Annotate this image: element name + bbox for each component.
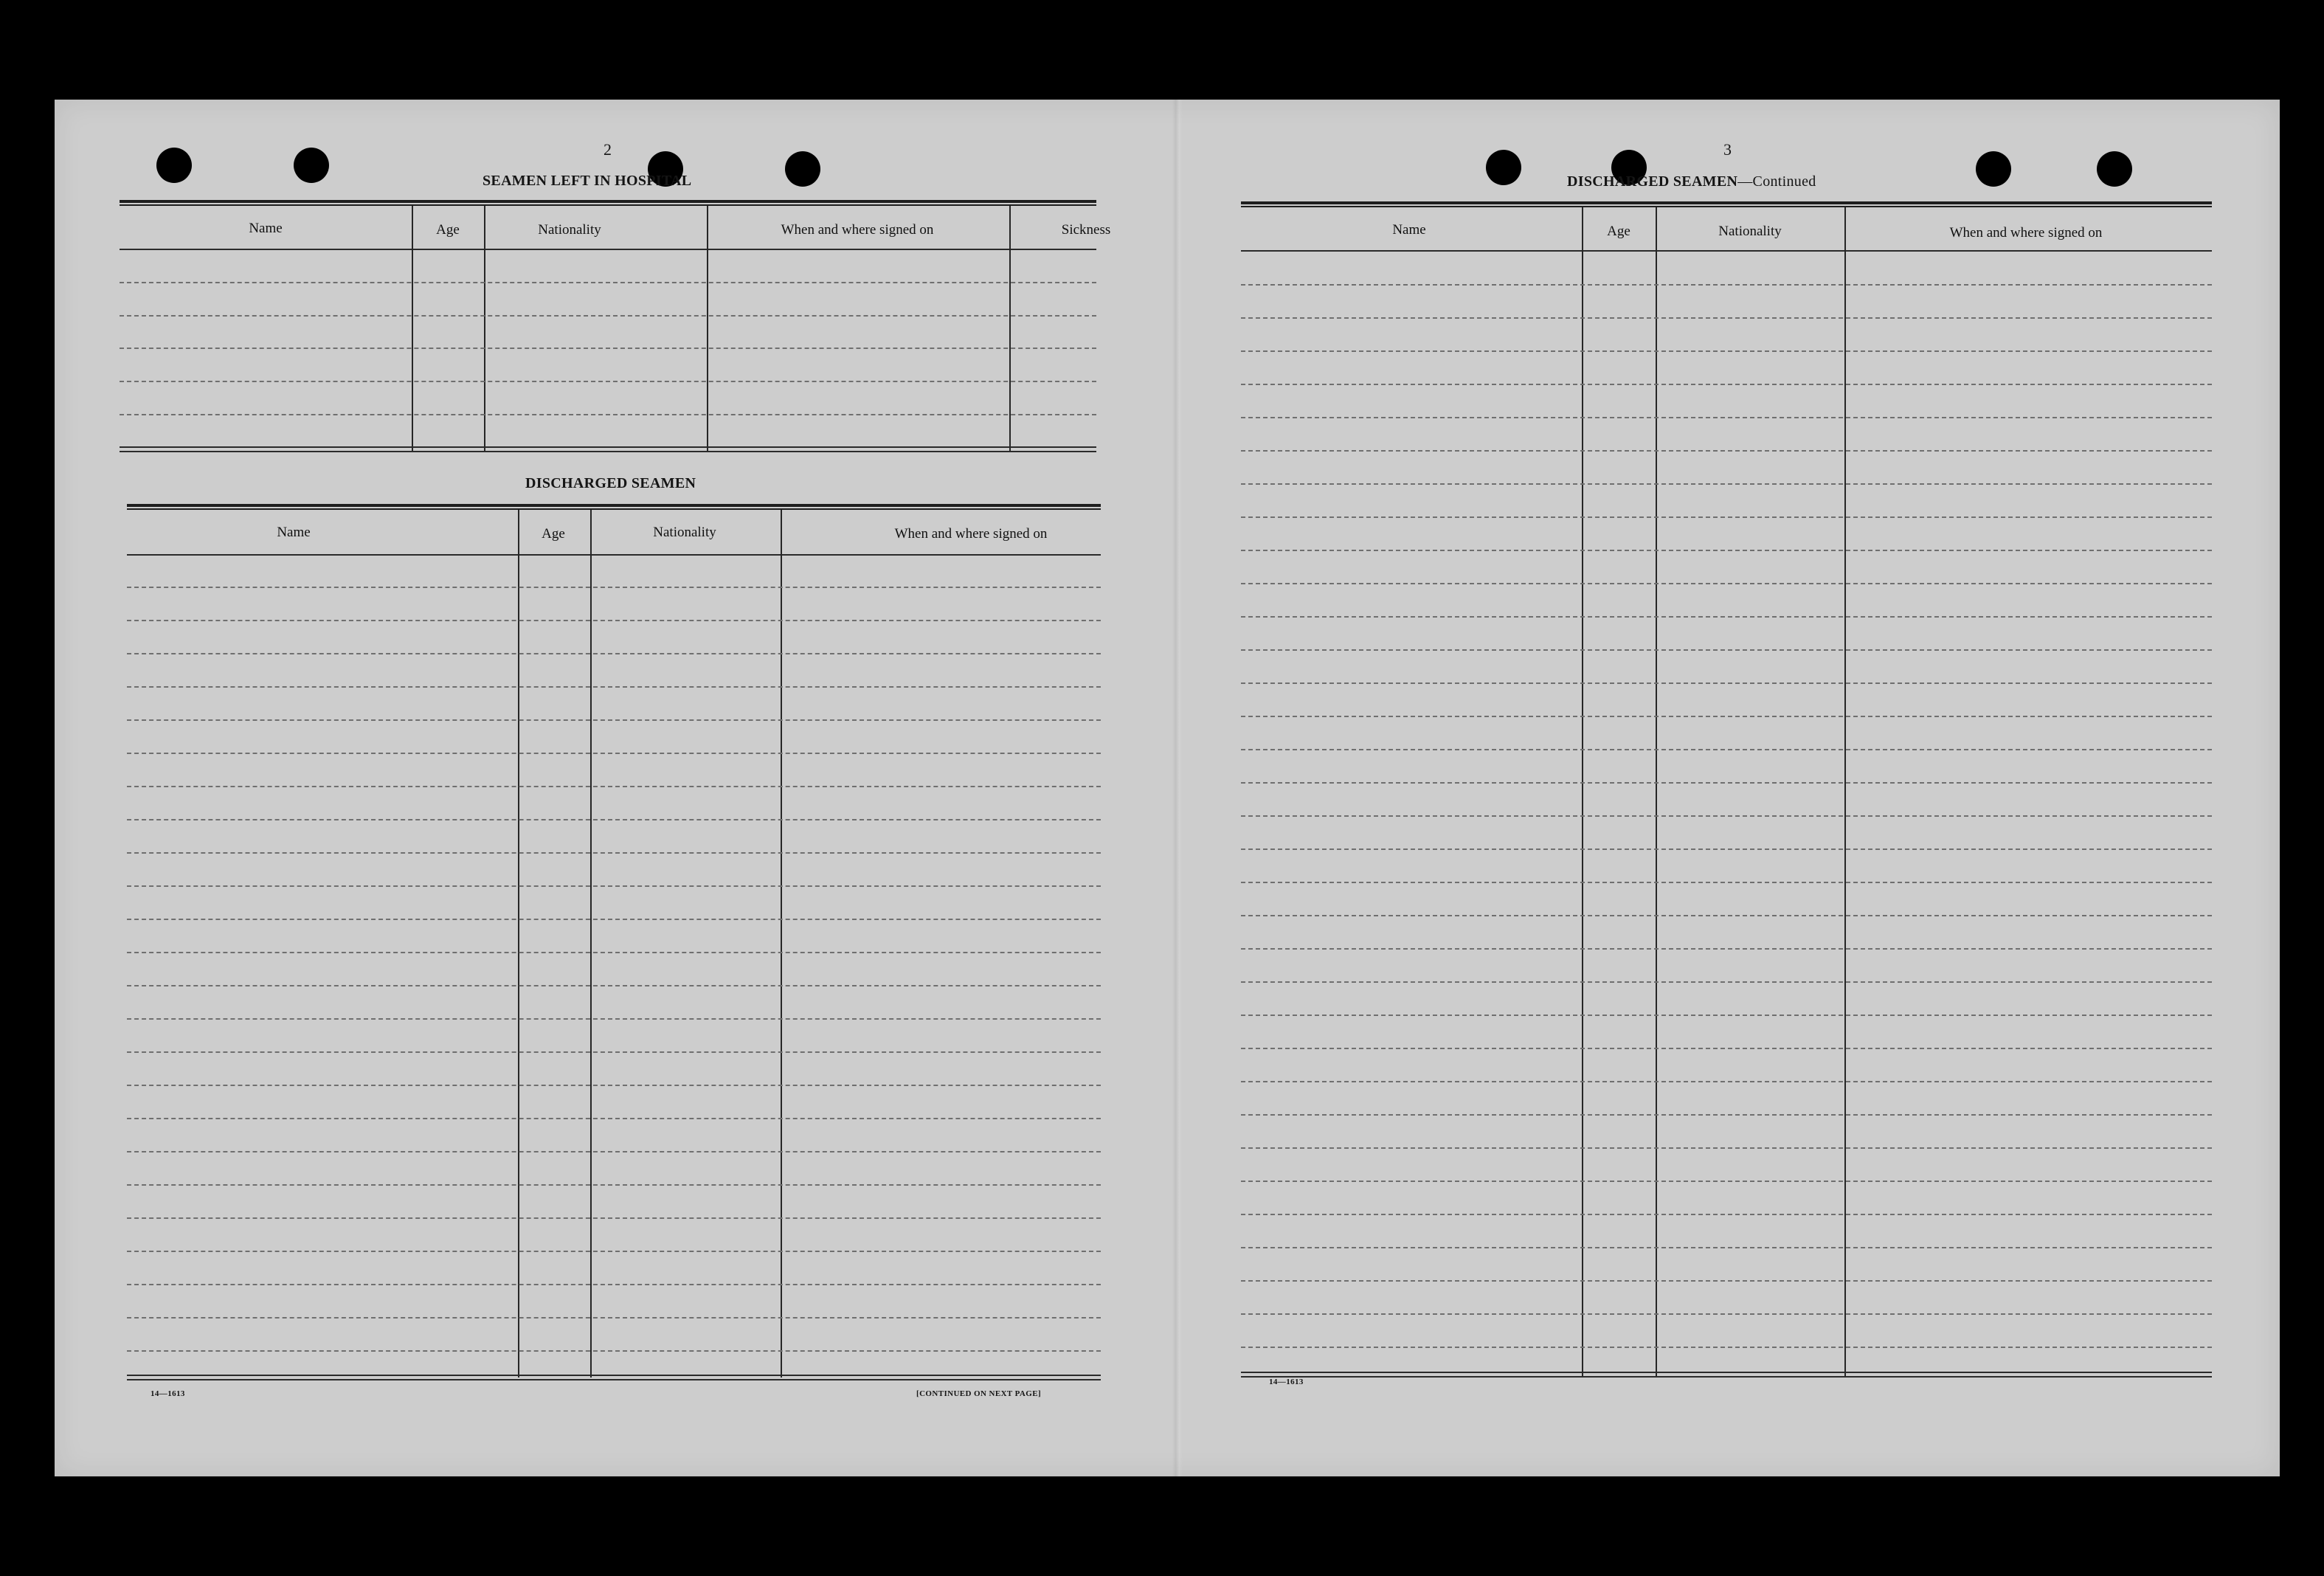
punch-hole <box>294 148 329 183</box>
table-row <box>1241 749 2212 750</box>
table-row <box>1241 1181 2212 1182</box>
table-row <box>1241 317 2212 319</box>
table-row <box>127 1284 1101 1285</box>
table-row <box>127 1350 1101 1352</box>
column-header-nationality: Nationality <box>653 525 716 540</box>
punch-hole <box>2097 151 2132 187</box>
table-row <box>127 587 1101 588</box>
discharged-table-left <box>127 504 1101 1379</box>
column-header-name: Name <box>1392 222 1426 238</box>
punch-hole <box>1486 150 1521 185</box>
table-row <box>1241 1048 2212 1049</box>
section-title-text: DISCHARGED SEAMEN <box>1567 173 1738 190</box>
column-header-when-where: When and where signed on <box>781 222 934 238</box>
table-row <box>1241 417 2212 418</box>
table-row <box>1241 682 2212 684</box>
table-row <box>127 1251 1101 1252</box>
column-header-age: Age <box>1607 224 1630 239</box>
table-row <box>127 1217 1101 1219</box>
column-header-age: Age <box>436 222 460 238</box>
column-header-age: Age <box>542 526 565 542</box>
discharged-table-right <box>1241 201 2212 1379</box>
table-row <box>1241 782 2212 784</box>
hospital-table <box>120 200 1111 452</box>
table-row <box>127 1118 1101 1119</box>
table-row <box>127 753 1101 754</box>
table-row <box>1241 1280 2212 1282</box>
column-header-nationality: Nationality <box>1718 224 1782 239</box>
table-row <box>1241 284 2212 286</box>
table-row <box>127 719 1101 721</box>
table-row <box>127 1317 1101 1318</box>
table-row <box>1241 516 2212 518</box>
table-row <box>127 919 1101 920</box>
table-row <box>127 819 1101 820</box>
section-title-suffix: —Continued <box>1737 173 1816 190</box>
table-row <box>1241 1214 2212 1215</box>
table-row <box>1241 616 2212 618</box>
table-row <box>120 381 1096 382</box>
column-header-name: Name <box>277 525 311 540</box>
table-row <box>1241 583 2212 584</box>
table-row <box>1241 1015 2212 1016</box>
table-row <box>1241 450 2212 452</box>
table-row <box>1241 815 2212 817</box>
table-row <box>127 786 1101 787</box>
table-row <box>1241 981 2212 983</box>
column-header-when-where: When and where signed on <box>894 526 1048 542</box>
document-sheet <box>55 100 2280 1476</box>
table-row <box>1241 649 2212 651</box>
table-row <box>1241 1247 2212 1248</box>
continued-note: [CONTINUED ON NEXT PAGE] <box>916 1389 1042 1398</box>
table-row <box>127 1151 1101 1152</box>
table-row <box>127 885 1101 887</box>
form-number-right: 14—1613 <box>1269 1378 1304 1386</box>
table-row <box>127 1184 1101 1186</box>
table-row <box>1241 1347 2212 1348</box>
table-row <box>127 653 1101 654</box>
table-row <box>127 1018 1101 1020</box>
table-row <box>120 282 1096 283</box>
table-row <box>1241 882 2212 883</box>
table-row <box>120 414 1096 415</box>
table-row <box>1241 550 2212 551</box>
table-row <box>127 952 1101 953</box>
column-header-sickness: Sickness <box>1061 222 1111 238</box>
punch-hole <box>156 148 192 183</box>
punch-hole <box>785 151 820 187</box>
table-row <box>127 620 1101 621</box>
table-row <box>1241 1114 2212 1116</box>
table-row <box>1241 350 2212 352</box>
column-header-when-where: When and where signed on <box>1949 225 2103 241</box>
table-row <box>1241 915 2212 916</box>
table-row <box>120 315 1096 317</box>
column-header-nationality: Nationality <box>538 222 601 238</box>
table-row <box>1241 1081 2212 1082</box>
page-fold <box>1172 100 1183 1476</box>
page-number-right: 3 <box>1723 140 1732 159</box>
discharged-continued-title <box>1567 173 1816 190</box>
hospital-section-title: SEAMEN LEFT IN HOSPITAL <box>483 173 692 189</box>
discharged-section-title: DISCHARGED SEAMEN <box>525 475 696 491</box>
table-row <box>127 985 1101 986</box>
page-number-left: 2 <box>604 140 612 159</box>
table-row <box>1241 716 2212 717</box>
table-row <box>1241 948 2212 950</box>
table-row <box>1241 483 2212 485</box>
table-row <box>1241 384 2212 385</box>
table-row <box>1241 849 2212 850</box>
table-row <box>1241 1313 2212 1315</box>
table-row <box>127 686 1101 688</box>
column-header-name: Name <box>249 221 283 236</box>
table-row <box>1241 1147 2212 1149</box>
table-row <box>127 1085 1101 1086</box>
table-row <box>127 852 1101 854</box>
table-row <box>127 1051 1101 1053</box>
punch-hole <box>1976 151 2011 187</box>
table-row <box>120 348 1096 349</box>
form-number-left: 14—1613 <box>151 1389 185 1398</box>
